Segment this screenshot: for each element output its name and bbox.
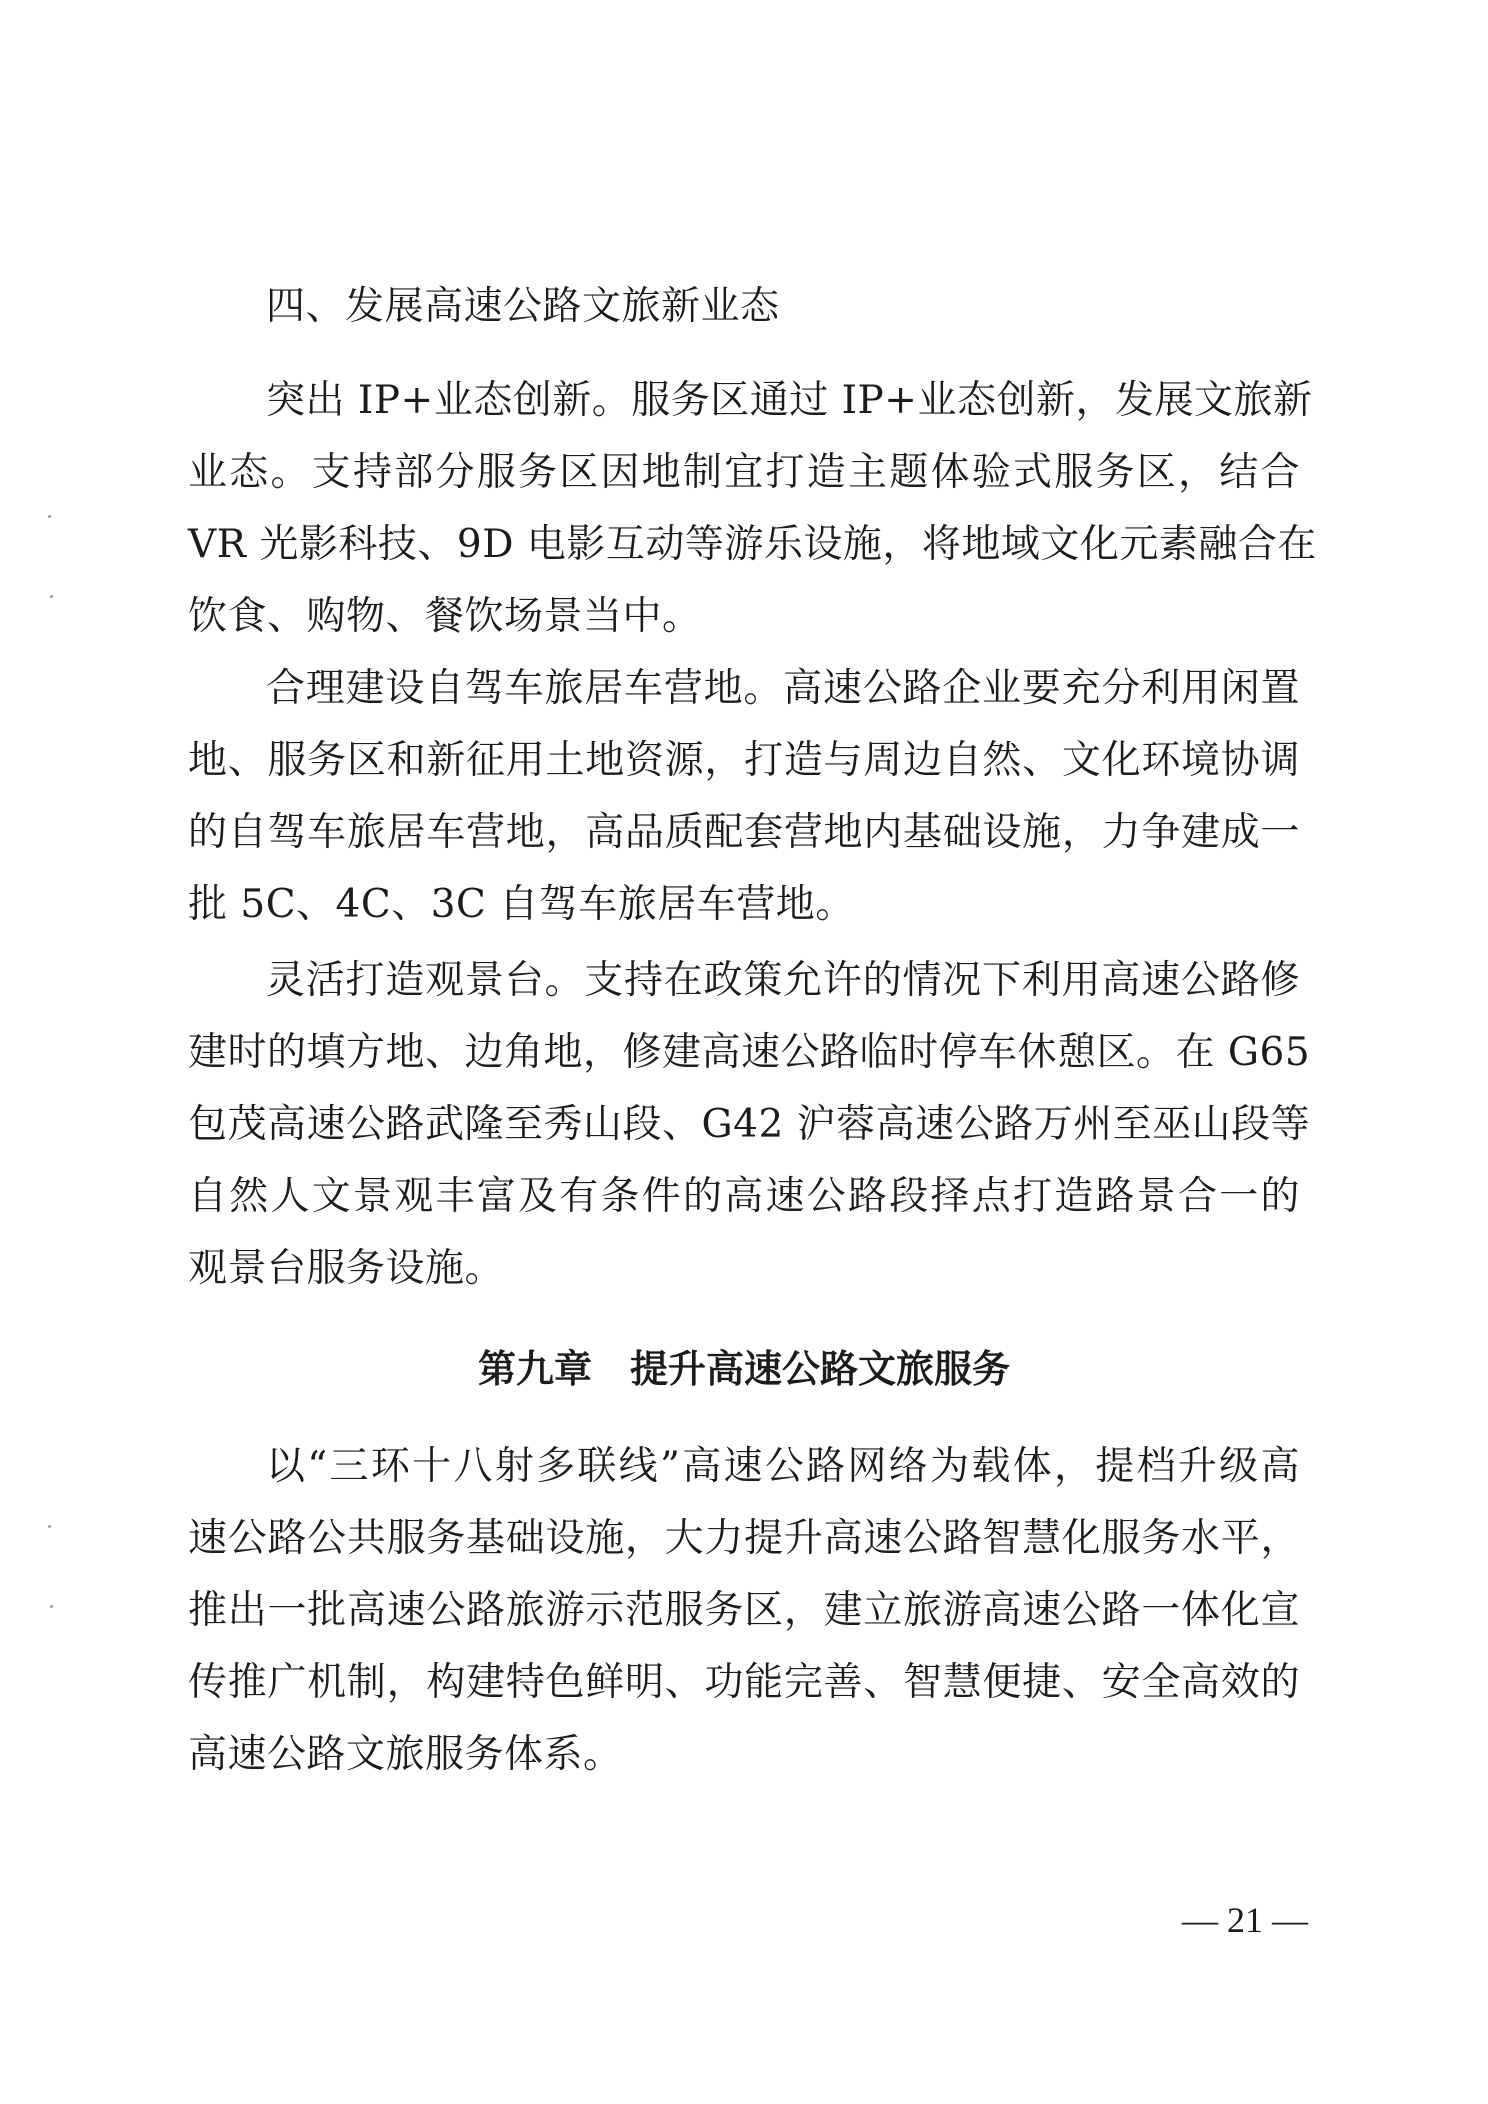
section-heading: 四、发展高速公路文旅新业态 — [266, 284, 780, 329]
paragraph4-line3: 推出一批高速公路旅游示范服务区，建立旅游高速公路一体化宣 — [188, 1588, 1300, 1633]
scan-speck — [48, 1525, 51, 1528]
paragraph4-line2: 速公路公共服务基础设施，大力提升高速公路智慧化服务水平， — [188, 1516, 1300, 1561]
paragraph1-line2: 业态。支持部分服务区因地制宜打造主题体验式服务区，结合 — [188, 450, 1300, 495]
chapter-heading: 第九章 提升高速公路文旅服务 — [477, 1347, 1010, 1391]
paragraph2-line1: 合理建设自驾车旅居车营地。高速公路企业要充分利用闲置 — [266, 666, 1300, 711]
paragraph3-line4: 自然人文景观丰富及有条件的高速公路段择点打造路景合一的 — [188, 1174, 1300, 1219]
page-number: — 21 — — [1182, 1900, 1308, 1940]
scan-speck — [50, 1605, 53, 1608]
paragraph1-line1: 突出 IP+业态创新。服务区通过 IP+业态创新，发展文旅新 — [266, 378, 1313, 423]
paragraph3-line2: 建时的填方地、边角地，修建高速公路临时停车休憩区。在 G65 — [188, 1030, 1311, 1075]
paragraph1-line4: 饮食、购物、餐饮场景当中。 — [188, 594, 702, 639]
paragraph3-line1: 灵活打造观景台。支持在政策允许的情况下利用高速公路修 — [266, 958, 1300, 1003]
paragraph2-line3: 的自驾车旅居车营地，高品质配套营地内基础设施，力争建成一 — [188, 810, 1300, 855]
scan-speck — [50, 595, 53, 598]
paragraph2-line2: 地、服务区和新征用土地资源，打造与周边自然、文化环境协调 — [188, 738, 1300, 783]
paragraph4-line4: 传推广机制，构建特色鲜明、功能完善、智慧便捷、安全高效的 — [188, 1660, 1300, 1705]
paragraph1-line3: VR 光影科技、9D 电影互动等游乐设施，将地域文化元素融合在 — [188, 522, 1317, 567]
paragraph4-line1: 以“三环十八射多联线”高速公路网络为载体，提档升级高 — [266, 1444, 1300, 1489]
paragraph4-line5: 高速公路文旅服务体系。 — [188, 1732, 623, 1777]
paragraph2-line4: 批 5C、4C、3C 自驾车旅居车营地。 — [188, 882, 855, 927]
paragraph3-line3: 包茂高速公路武隆至秀山段、G42 沪蓉高速公路万州至巫山段等 — [188, 1102, 1311, 1147]
paragraph3-line5: 观景台服务设施。 — [188, 1246, 505, 1291]
scan-speck — [48, 515, 51, 518]
